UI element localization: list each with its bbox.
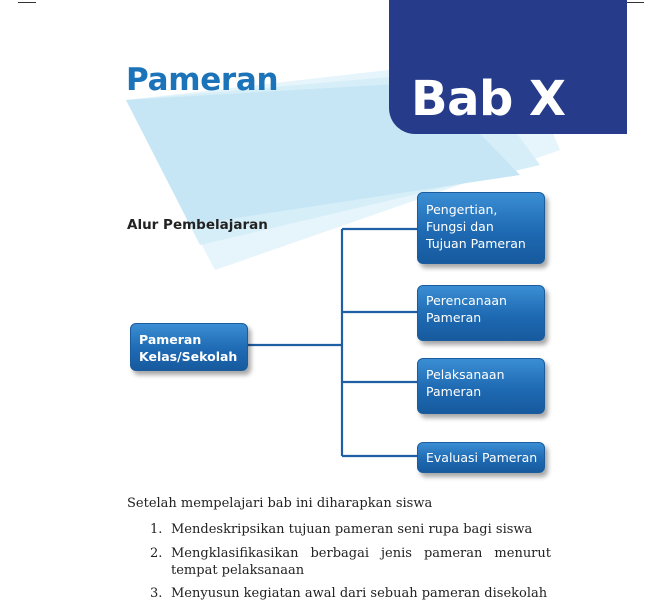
objective-text: Mengklasifikasikan berbagai jenis pameran menurut tempat pelaksanaan	[171, 546, 551, 578]
flow-branch-line: Evaluasi Pameran	[426, 450, 538, 465]
page-title: Pameran	[126, 62, 279, 98]
objective-item	[150, 521, 551, 538]
flow-branch-line: Pelaksanaan	[426, 367, 505, 382]
flow-branch-box-3	[417, 358, 545, 414]
objective-number: 2.	[150, 546, 163, 561]
flow-branch-line: Fungsi dan	[426, 219, 494, 234]
chapter-label: Bab X	[411, 71, 566, 127]
flow-root-box	[130, 323, 248, 371]
objective-text: Mendeskripsikan tujuan pameran seni rupa bagi siswa	[171, 522, 533, 537]
flow-branch-box-1	[417, 192, 545, 264]
flow-branch-line: Perencanaan	[426, 293, 507, 308]
flow-branch-box-2	[417, 285, 545, 341]
flow-root-line: Kelas/Sekolah	[139, 349, 238, 364]
flow-branch-line: Pameran	[426, 310, 482, 325]
objective-number: 1.	[150, 522, 163, 537]
flow-branch-box-4	[417, 442, 545, 473]
objective-text: Menyusun kegiatan awal dari sebuah pameran disekolah	[171, 586, 548, 601]
flow-branch-line: Tujuan Pameran	[426, 236, 526, 251]
objective-number: 3.	[150, 586, 163, 601]
flow-branch-line: Pameran	[426, 384, 482, 399]
flow-root-line: Pameran	[139, 332, 202, 347]
objectives-intro: Setelah mempelajari bab ini diharapkan siswa	[127, 496, 433, 511]
objective-item	[150, 545, 551, 579]
flow-branch-line: Pengertian,	[426, 202, 498, 217]
flow-heading: Alur Pembelajaran	[127, 217, 268, 233]
